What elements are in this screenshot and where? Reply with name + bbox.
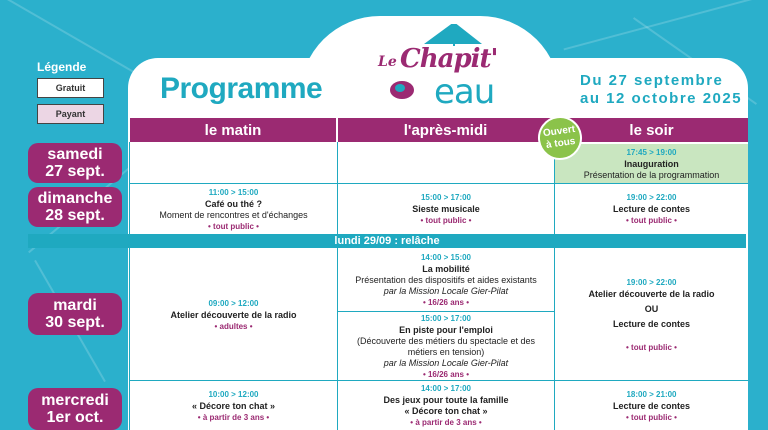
event-audience: • tout public •: [208, 221, 259, 231]
dates-line2: au 12 octobre 2025: [580, 90, 743, 107]
event-title: La mobilité: [422, 264, 470, 274]
legend-free: Gratuit: [37, 78, 104, 98]
event-audience: • 16/26 ans •: [422, 298, 470, 307]
event-cafe: [130, 184, 337, 234]
event-emploi: [338, 312, 554, 380]
logo-chapit: Chapit': [400, 44, 498, 74]
event-time: 10:00 > 12:00: [208, 389, 259, 399]
event-title: En piste pour l'emploi: [399, 324, 493, 335]
event-title: Atelier découverte de la radio: [170, 309, 297, 320]
day-date: 1er oct.: [46, 409, 104, 426]
event-desc: Moment de rencontres et d'échanges: [159, 209, 308, 220]
event-title: Inauguration: [624, 158, 679, 169]
col-afternoon: l'après-midi: [338, 118, 553, 142]
event-audience: • à partir de 3 ans •: [410, 418, 482, 427]
relache-banner: lundi 29/09 : relâche: [28, 234, 746, 248]
event-title: Lecture de contes: [612, 400, 691, 411]
event-time: 17:45 > 19:00: [626, 147, 677, 157]
event-contes-sun: [555, 184, 748, 234]
event-title: Sieste musicale: [412, 204, 480, 214]
day-name: samedi: [47, 146, 103, 163]
event-audience: • à partir de 3 ans •: [197, 412, 270, 422]
event-sieste: [338, 184, 554, 234]
event-time: 11:00 > 15:00: [208, 187, 259, 197]
event-chat-morning: [130, 381, 337, 430]
day-name: dimanche: [37, 190, 113, 207]
day-date: 30 sept.: [45, 314, 105, 331]
legend-title: Légende: [37, 60, 87, 74]
day-saturday: [28, 143, 122, 183]
logo-eau: eau: [434, 72, 495, 112]
event-title: Des jeux pour toute la famille: [383, 395, 509, 405]
event-audience: • tout public •: [626, 342, 677, 352]
dates-line1: Du 27 septembre: [580, 72, 724, 89]
day-sunday: [28, 187, 122, 227]
event-contes-wed: [555, 381, 748, 430]
legend-paid: Payant: [37, 104, 104, 124]
day-name: mercredi: [41, 392, 109, 409]
badge-line: à tous: [545, 135, 577, 151]
event-time: 15:00 > 17:00: [420, 313, 472, 323]
event-mobilite: [338, 249, 554, 311]
day-date: 27 sept.: [45, 163, 105, 180]
event-jeux: [338, 381, 554, 430]
event-radio-morning: [130, 249, 337, 380]
logo: [378, 24, 518, 116]
day-name: mardi: [53, 297, 97, 314]
event-time: 14:00 > 15:00: [420, 253, 472, 262]
event-time: 19:00 > 22:00: [626, 193, 677, 202]
logo-le: Le: [378, 54, 397, 70]
event-inauguration: [555, 144, 748, 183]
day-date: 28 sept.: [45, 207, 105, 224]
col-evening: le soir: [555, 118, 748, 142]
event-title: Atelier découverte de la radio: [588, 288, 715, 299]
event-desc: (Découverte des métiers du spectacle et des: [356, 335, 536, 346]
event-audience: • tout public •: [626, 216, 677, 225]
event-audience: • tout public •: [420, 216, 472, 225]
event-time: 15:00 > 17:00: [420, 193, 472, 202]
dates: [580, 72, 742, 108]
page-title: Programme: [160, 72, 323, 105]
event-time: 09:00 > 12:00: [208, 298, 259, 308]
event-time: 19:00 > 22:00: [626, 277, 677, 287]
event-audience: • tout public •: [626, 412, 677, 422]
event-time: 14:00 > 17:00: [420, 384, 472, 393]
event-desc: métiers en tension): [407, 346, 485, 357]
event-title: Lecture de contes: [612, 204, 691, 214]
event-organizer: par la Mission Locale Gier-Pilat: [383, 357, 509, 368]
event-title: Lecture de contes: [612, 318, 691, 329]
event-audience: • adultes •: [214, 321, 253, 331]
event-organizer: par la Mission Locale Gier-Pilat: [383, 286, 509, 296]
event-title: Café ou thé ?: [204, 198, 262, 209]
badge-line: Ouvert: [542, 123, 576, 140]
event-title: « Décore ton chat »: [404, 406, 488, 416]
event-title: « Décore ton chat »: [191, 400, 276, 411]
event-or: OU: [644, 303, 659, 314]
day-wednesday: [28, 388, 122, 430]
day-tuesday: [28, 293, 122, 335]
event-desc: Présentation de la programmation: [583, 169, 720, 180]
event-desc: Présentation des dispositifs et aides existants: [355, 275, 537, 285]
event-time: 18:00 > 21:00: [626, 389, 677, 399]
event-audience: • 16/26 ans •: [422, 369, 470, 379]
col-morning: le matin: [130, 118, 336, 142]
event-tuesday-evening: [555, 249, 748, 380]
